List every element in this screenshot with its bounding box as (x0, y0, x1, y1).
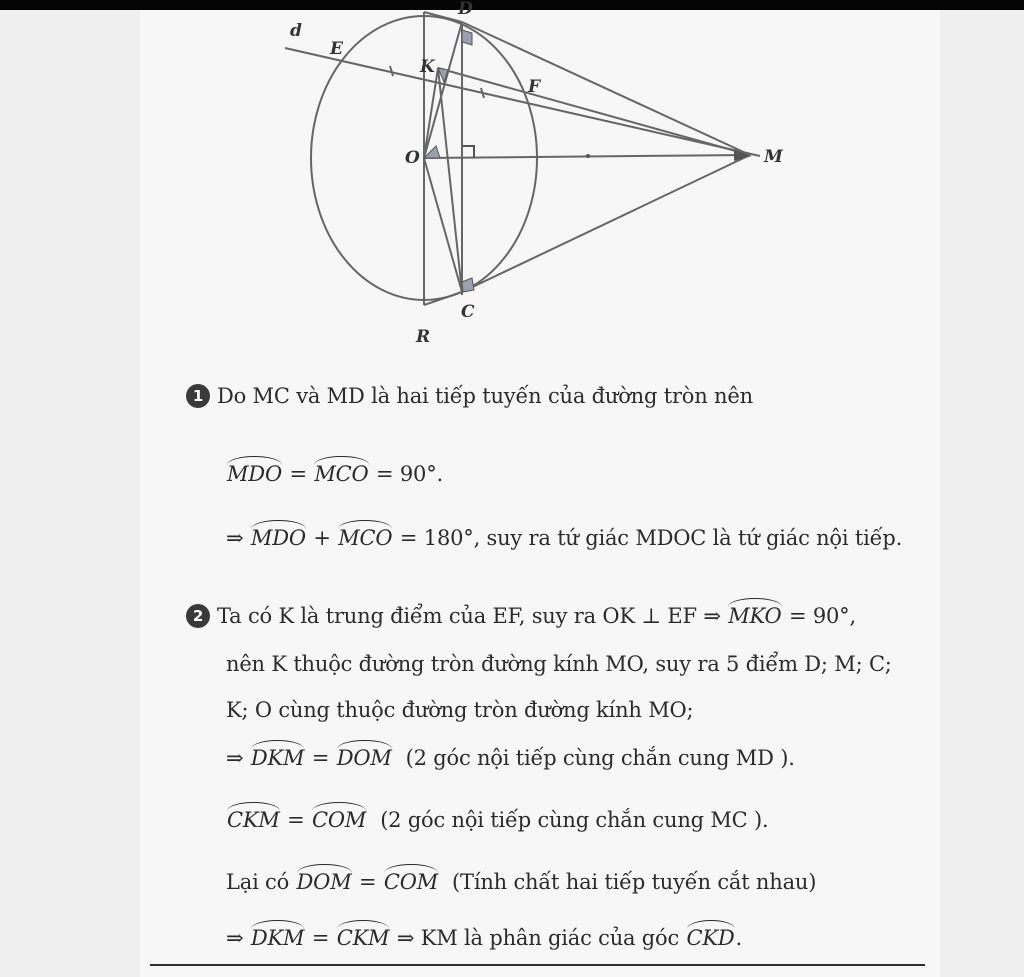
line5-note: (2 góc nội tiếp cùng chắn cung MC ). (380, 808, 769, 832)
angle-mark-c (462, 278, 474, 292)
implies-arrow: ⇒ (226, 746, 244, 770)
step-1-marker: 1 (186, 384, 210, 408)
angle-mco: MCO (338, 520, 392, 550)
line7-text: là phân giác của góc (464, 926, 680, 950)
label-e: E (330, 39, 343, 59)
line4-note: (2 góc nội tiếp cùng chắn cung MD ). (405, 746, 795, 770)
label-d-point: D (458, 0, 473, 19)
part2-line1 (186, 598, 856, 628)
implies-arrow: ⇒ (226, 526, 244, 550)
label-d: d (290, 21, 302, 41)
line-od2 (424, 22, 462, 158)
part1-intro (186, 384, 753, 408)
line-km (438, 68, 750, 155)
equals: = (289, 462, 307, 486)
line6-prefix: Lại có (226, 870, 290, 894)
line7-end: . (735, 926, 743, 950)
point-mid (586, 154, 590, 158)
angle-dom: DOM (337, 740, 392, 770)
step-2-marker: 2 (186, 604, 210, 628)
part2-line5 (226, 802, 768, 832)
label-r: R (416, 327, 431, 347)
equals: = (359, 870, 377, 894)
angle-dkm: DKM (251, 920, 304, 950)
angle-mdo: MDO (227, 456, 282, 486)
angle-com: COM (312, 802, 366, 832)
line7-mid: ⇒ KM (396, 926, 458, 950)
part2-line6 (226, 864, 816, 894)
tangent-mc (462, 155, 750, 292)
line-kc (438, 68, 462, 292)
angle-ckm: CKM (227, 802, 280, 832)
part2-line1-text: Ta có K là trung điểm của EF, suy ra OK ⊥ EF ⇒ (217, 604, 721, 628)
angle-mko: MKO (728, 598, 781, 628)
angle-com: COM (384, 864, 438, 894)
part2-line4 (226, 740, 795, 770)
eq2-value: = 180° (399, 526, 474, 550)
part1-text: Do MC và MD là hai tiếp tuyến của đường tròn nên (217, 384, 753, 408)
part2-line2: nên K thuộc đường tròn đường kính MO, suy ra 5 điểm D; M; C; (226, 652, 892, 676)
angle-mco: MCO (314, 456, 368, 486)
label-c: C (461, 302, 475, 322)
angle-ckd: CKD (687, 920, 735, 950)
label-k: K (420, 57, 435, 77)
part1-eq1 (226, 456, 443, 486)
implies-arrow: ⇒ (226, 926, 244, 950)
bottom-rule (150, 964, 925, 966)
eq1-value: = 90°. (376, 462, 443, 486)
label-o: O (405, 148, 420, 168)
line-rc (424, 292, 462, 305)
geometry-figure (0, 0, 1024, 360)
part2-line3: K; O cùng thuộc đường tròn đường kính MO; (226, 698, 694, 722)
label-f: F (528, 77, 541, 97)
angle-mdo: MDO (251, 520, 306, 550)
line6-note: (Tính chất hai tiếp tuyến cắt nhau) (452, 870, 817, 894)
equals: = (311, 746, 330, 770)
angle-ckm: CKM (337, 920, 390, 950)
part2-line7 (226, 920, 742, 950)
equals: = (311, 926, 330, 950)
part2-line1-value: = 90°, (788, 604, 856, 628)
angle-dkm: DKM (251, 740, 304, 770)
plus-sign: + (313, 526, 331, 550)
secant-d (285, 48, 760, 156)
equals: = (287, 808, 305, 832)
tangent-md (462, 22, 750, 155)
angle-dom: DOM (297, 864, 352, 894)
part1-eq2 (226, 520, 902, 550)
angle-mark-d (462, 30, 472, 45)
right-angle-om (462, 146, 474, 158)
line-oc (424, 158, 462, 292)
eq2-tail: , suy ra tứ giác MDOC là tứ giác nội tiếp. (473, 526, 903, 550)
label-m: M (764, 147, 783, 167)
